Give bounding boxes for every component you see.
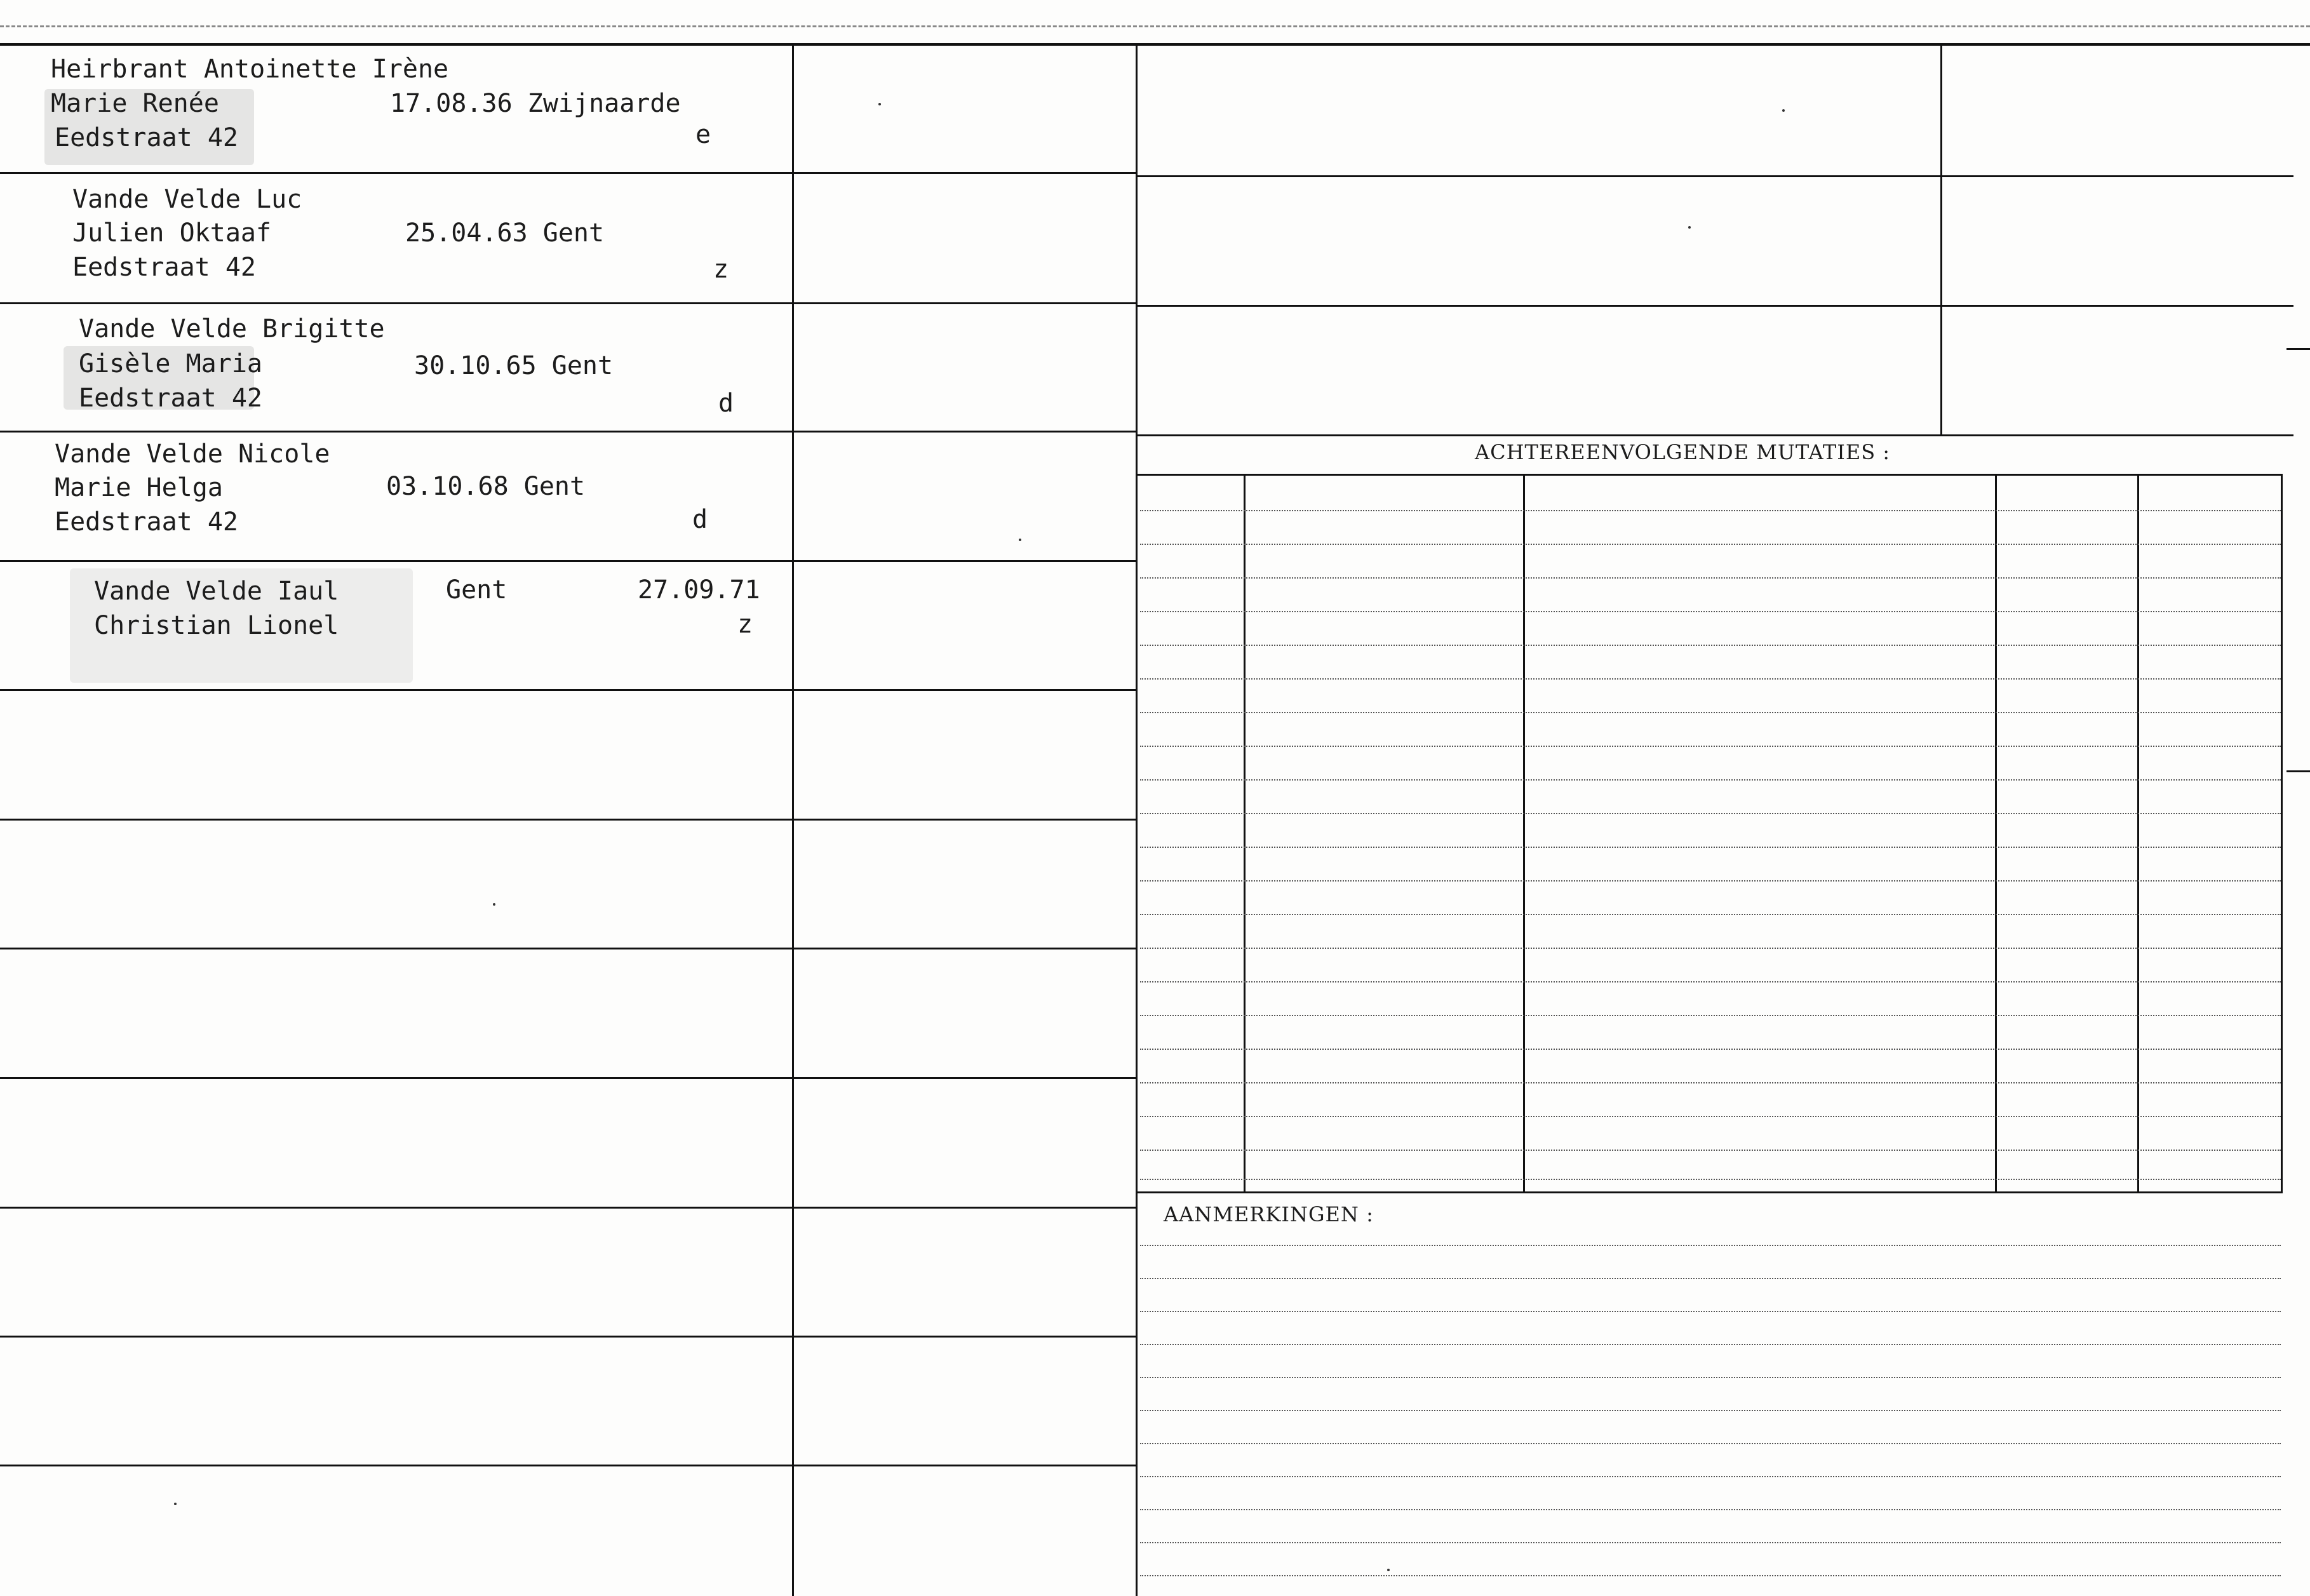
speck xyxy=(878,103,881,105)
mutation-row-line xyxy=(1140,712,2281,713)
middle-divider xyxy=(1136,46,1138,1596)
row-separator xyxy=(0,819,1136,821)
entry-3-surname-given: Vande Velde Brigitte xyxy=(79,314,385,344)
entry-3-marker: d xyxy=(718,389,734,418)
mutation-row-line xyxy=(1140,1116,2281,1117)
entry-2-given-names: Julien Oktaaf xyxy=(72,218,272,248)
remarks-line xyxy=(1140,1410,2281,1411)
remarks-line xyxy=(1140,1311,2281,1312)
entry-3-given-names: Gisèle Maria xyxy=(79,349,262,379)
row-separator xyxy=(0,1336,1136,1338)
entry-1-surname-given: Heirbrant Antoinette Irène xyxy=(51,55,449,84)
row-separator xyxy=(0,172,1136,174)
row-separator xyxy=(0,431,1136,433)
mutations-header: ACHTEREENVOLGENDE MUTATIES : xyxy=(1475,440,1891,464)
entry-4-address: Eedstraat 42 xyxy=(55,507,238,537)
upper-row-separator xyxy=(1138,305,2293,307)
mutation-row-line xyxy=(1140,948,2281,949)
entry-1-marker: e xyxy=(695,120,711,149)
upper-row-separator xyxy=(1138,175,2293,177)
edge-tick xyxy=(2286,348,2310,350)
mutations-column-line xyxy=(2137,476,2139,1191)
mutations-column-line xyxy=(1523,476,1525,1191)
mutation-row-line xyxy=(1140,1015,2281,1016)
mutation-row-line xyxy=(1140,577,2281,579)
entry-2-surname-given: Vande Velde Luc xyxy=(72,185,302,214)
mutation-row-line xyxy=(1140,813,2281,814)
mutations-column-line xyxy=(1244,476,1246,1191)
edge-tick xyxy=(2286,770,2310,772)
entry-1-address: Eedstraat 42 xyxy=(55,123,238,152)
remarks-header: AANMERKINGEN : xyxy=(1164,1202,1374,1226)
entry-4-given-names: Marie Helga xyxy=(55,473,223,502)
entry-1-given-names: Marie Renée xyxy=(51,89,219,118)
entry-5-birth-date: 27.09.71 xyxy=(638,575,760,605)
top-border xyxy=(0,43,2310,46)
mutation-row-line xyxy=(1140,645,2281,646)
mutation-row-line xyxy=(1140,1150,2281,1151)
upper-right-divider xyxy=(1940,46,1942,434)
row-separator xyxy=(0,560,1136,562)
top-perforation xyxy=(0,25,2310,27)
row-separator xyxy=(0,302,1136,304)
mutation-row-line xyxy=(1140,914,2281,915)
entry-4-birth-date-place: 03.10.68 Gent xyxy=(386,472,586,501)
remarks-line xyxy=(1140,1575,2281,1576)
entry-5-surname-given: Vande Velde Iaul xyxy=(94,577,339,606)
mutation-row-line xyxy=(1140,847,2281,848)
mutations-top-rule xyxy=(1138,474,2283,476)
mutation-row-line xyxy=(1140,779,2281,781)
entry-1-birth-date-place: 17.08.36 Zwijnaarde xyxy=(390,89,681,118)
mutation-row-line xyxy=(1140,510,2281,511)
speck xyxy=(1019,539,1021,541)
entry-5-marker: z xyxy=(737,610,753,639)
mutation-row-line xyxy=(1140,880,2281,882)
entry-2-marker: z xyxy=(713,255,729,284)
speck xyxy=(1387,1569,1390,1571)
remarks-line xyxy=(1140,1377,2281,1378)
entry-4-marker: d xyxy=(692,505,708,534)
mutation-row-line xyxy=(1140,981,2281,982)
entry-4-surname-given: Vande Velde Nicole xyxy=(55,439,330,469)
entry-5-given-names: Christian Lionel xyxy=(94,611,339,640)
remarks-line xyxy=(1140,1542,2281,1543)
row-separator xyxy=(0,1465,1136,1466)
entry-3-address: Eedstraat 42 xyxy=(79,384,262,413)
mutations-column-line xyxy=(2281,476,2283,1191)
row-separator xyxy=(0,1207,1136,1209)
entry-2-address: Eedstraat 42 xyxy=(72,253,256,282)
row-separator xyxy=(0,948,1136,949)
mutation-row-line xyxy=(1140,1082,2281,1083)
entry-5-birth-place: Gent xyxy=(446,575,507,605)
entry-2-birth-date-place: 25.04.63 Gent xyxy=(405,218,605,248)
upper-row-separator xyxy=(1138,434,2293,436)
row-separator xyxy=(0,689,1136,691)
remarks-line xyxy=(1140,1278,2281,1279)
left-divider xyxy=(792,46,794,1596)
remarks-line xyxy=(1140,1245,2281,1246)
mutation-row-line xyxy=(1140,1049,2281,1050)
remarks-line xyxy=(1140,1476,2281,1477)
speck xyxy=(174,1503,177,1505)
remarks-line xyxy=(1140,1509,2281,1510)
mutation-row-line xyxy=(1140,611,2281,612)
remarks-line xyxy=(1140,1443,2281,1444)
row-separator xyxy=(0,1077,1136,1079)
speck xyxy=(493,903,495,906)
mutation-row-line xyxy=(1140,746,2281,747)
speck xyxy=(1688,226,1691,229)
remarks-line xyxy=(1140,1344,2281,1345)
mutation-row-line xyxy=(1140,1179,2281,1180)
mutation-row-line xyxy=(1140,678,2281,680)
mutations-column-line xyxy=(1995,476,1997,1191)
entry-3-birth-date-place: 30.10.65 Gent xyxy=(414,351,614,380)
speck xyxy=(1782,109,1785,112)
mutation-row-line xyxy=(1140,544,2281,545)
mutations-bottom-rule xyxy=(1138,1191,2283,1193)
